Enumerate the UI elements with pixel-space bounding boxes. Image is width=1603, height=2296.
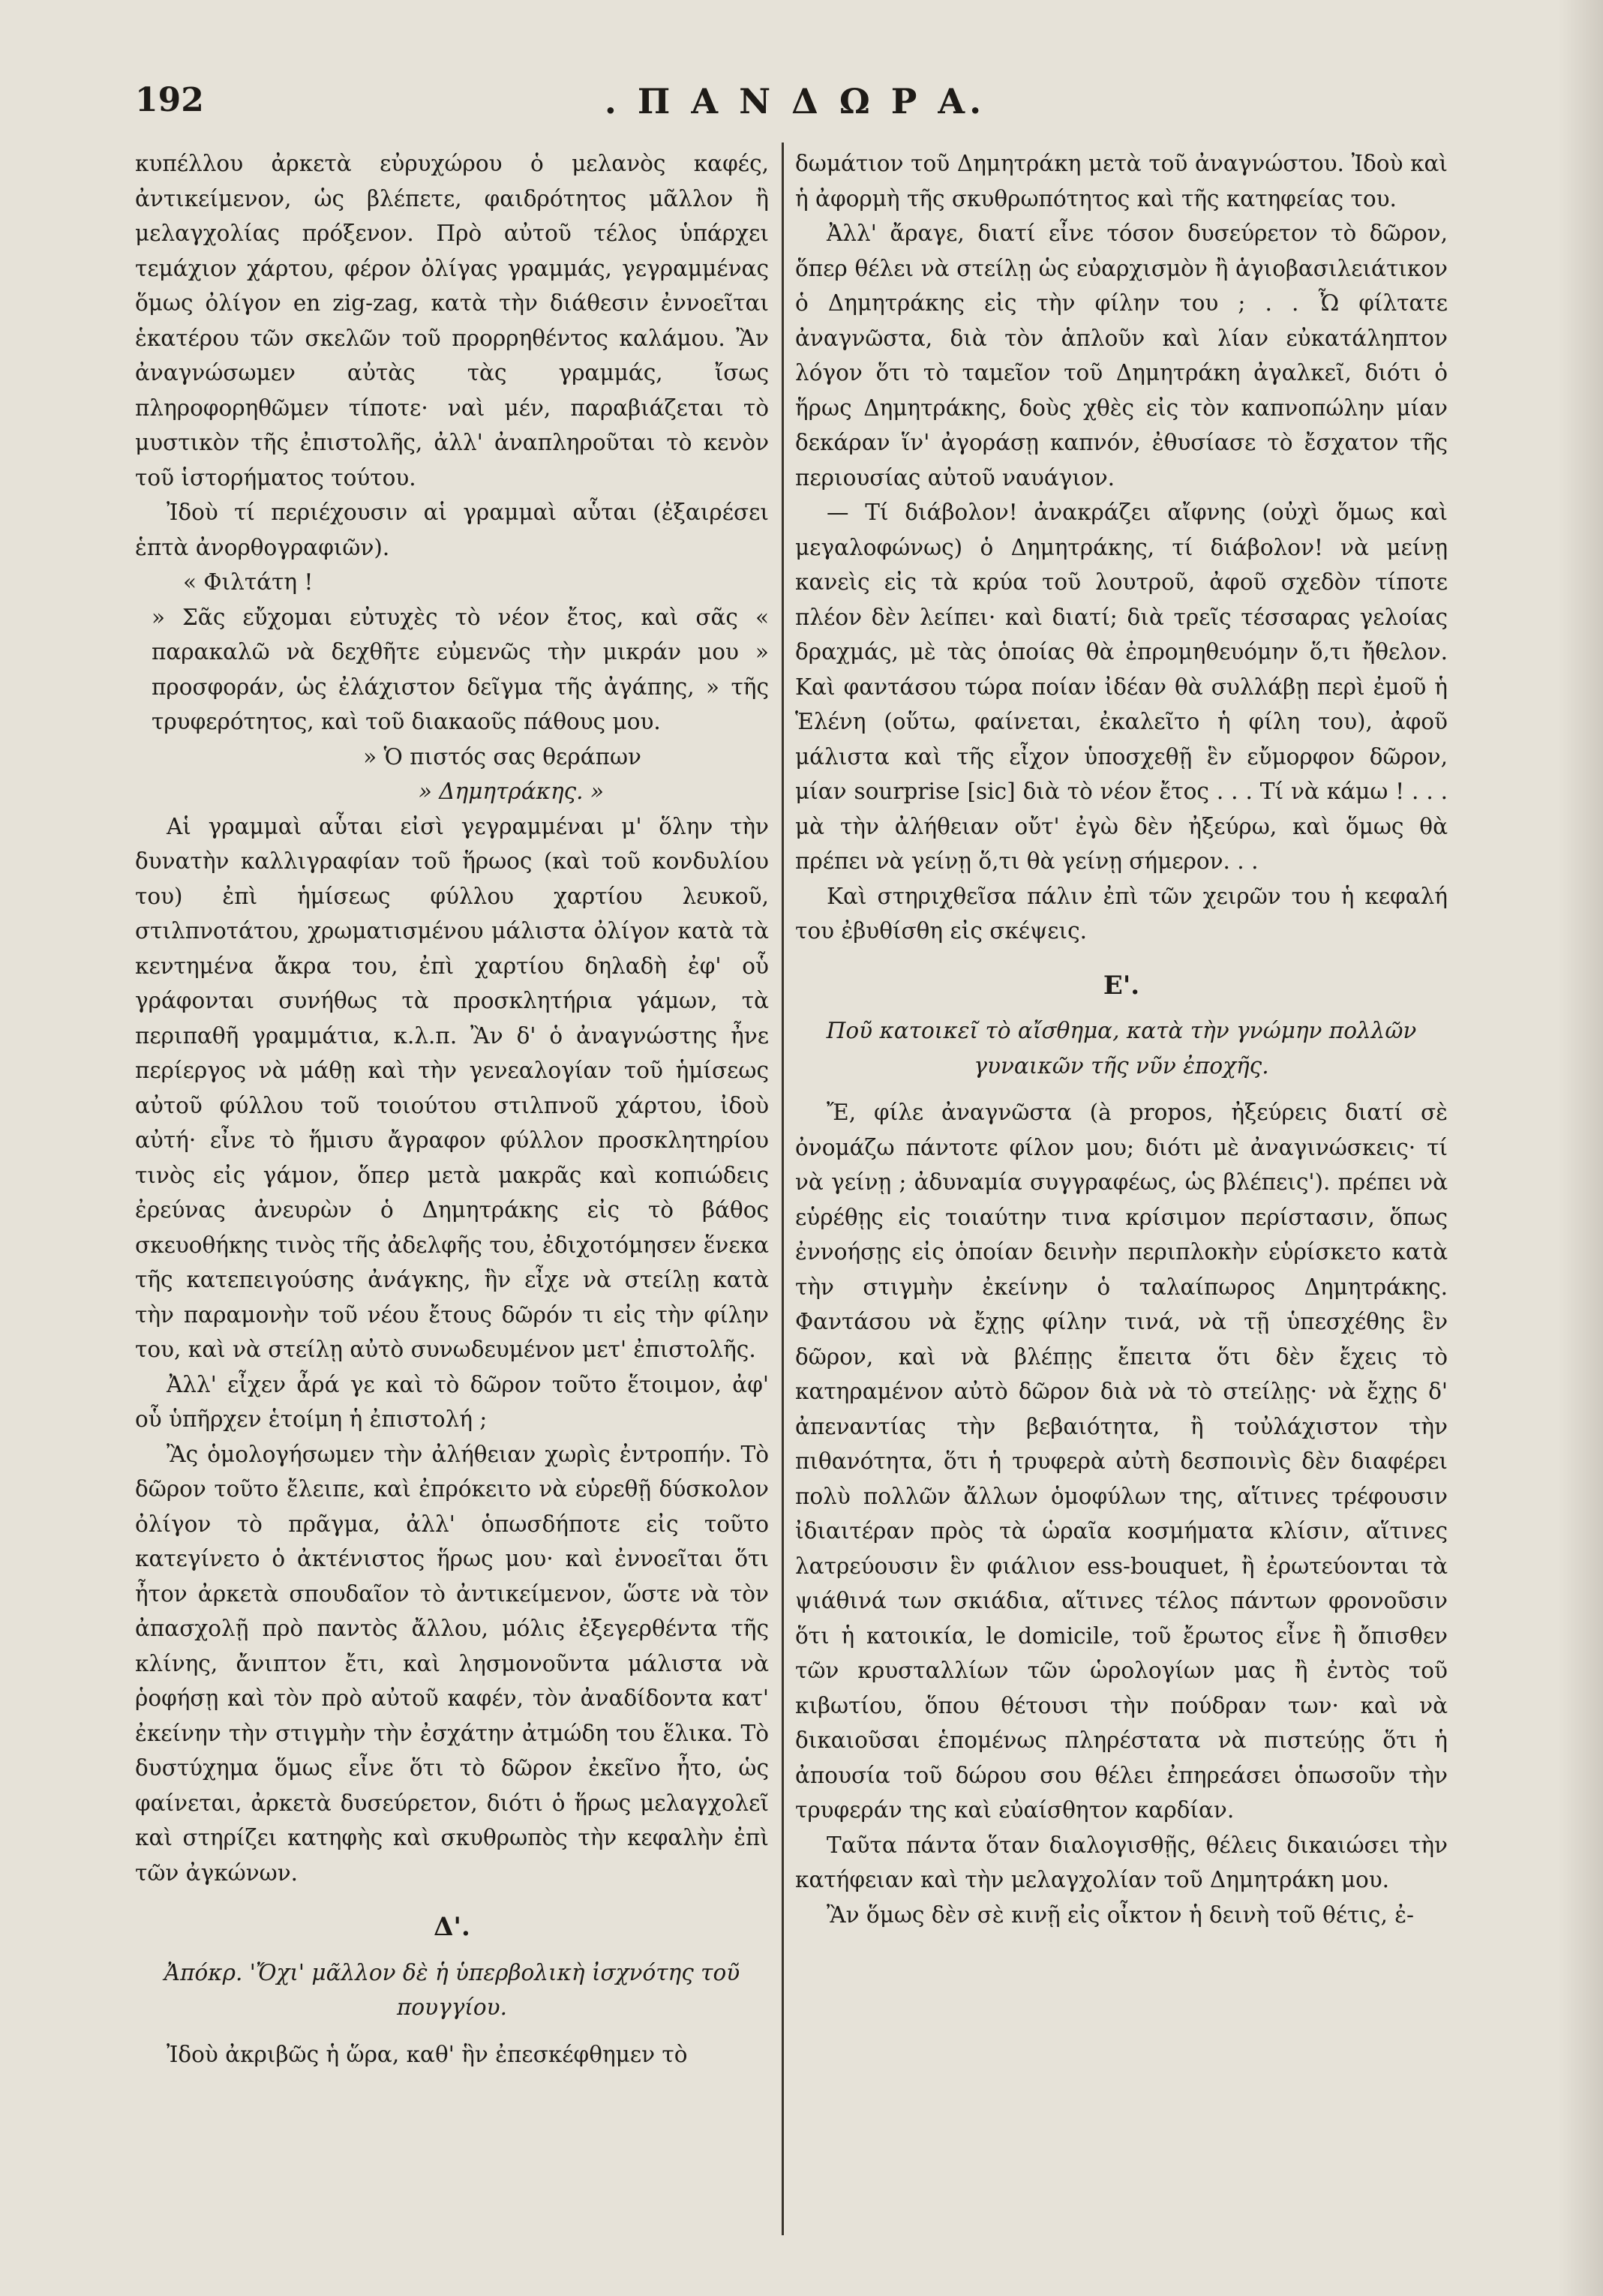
paragraph: Ἀλλ' εἶχεν ἆρά γε καὶ τὸ δῶρον τοῦτο ἕτοιμον, ἀφ' οὗ ὑπῆρχεν ἑτοίμη ἡ ἐπιστολή ;: [135, 1371, 769, 1432]
column-divider: [782, 143, 784, 2235]
section-title: Ἀπόκρ. 'Ὄχι' μᾶλλον δὲ ἡ ὑπερβολικὴ ἰσχνότης τοῦ πουγγίου.: [164, 1959, 740, 2020]
paragraph: Καὶ στηριχθεῖσα πάλιν ἐπὶ τῶν χειρῶν του ἡ κεφαλή του ἐβυθίσθη εἰς σκέψεις.: [795, 883, 1448, 944]
paragraph: κυπέλλου ἀρκετὰ εὐρυχώρου ὁ μελανὸς καφές, ἀντικείμενον, ὡς βλέπετε, φαιδρότητος μᾶλλον ἢ μελαγχολίας πρόξενον. Πρὸ αὐτοῦ τέλος ὑπάρχει τεμάχιον χάρτου, φέρον ὀλίγας γραμμάς, γεγραμμένας ὅμως ὀλίγον en zig-zag, κατὰ τὴν διάθεσιν ἐννοεῖται ἑκατέρου τῶν σκελῶν τοῦ προρρηθέντος καλάμου. Ἂν ἀναγνώσωμεν αὐτὰς τὰς γραμμάς, ἴσως πληροφορηθῶμεν τίποτε· ναὶ μέν, παραβιάζεται τὸ μυστικὸν τῆς ἐπιστολῆς, ἀλλ' ἀναπληροῦται τὸ κενὸν τοῦ ἱστορήματος τούτου.: [135, 151, 769, 491]
paragraph: — Τί διάβολον! ἀνακράζει αἴφνης (οὐχὶ ὅμως καὶ μεγαλοφώνως) ὁ Δημητράκης, τί διάβολον! νὰ μείνῃ κανεὶς εἰς τὰ κρύα τοῦ λουτροῦ, ἀφοῦ σχεδὸν τίποτε πλέον δὲν λείπει· καὶ διατί; διὰ τρεῖς τέσσαρας γελοίας δραχμάς, μὲ τὰς ὁποίας θὰ ἐπρομηθευόμην ὅ,τι ἤθελον. Καὶ φαντάσου τώρα ποίαν ἰδέαν θὰ συλλάβῃ περὶ ἐμοῦ ἡ Ἑλένη (οὕτω, φαίνεται, ἐκαλεῖτο ἡ φίλη του), ἀφοῦ μάλιστα καὶ τῆς εἶχον ὑποσχεθῇ ἓν εὔμορφον δῶρον, μίαν sourprise [sic] διὰ τὸ νέον ἔτος . . . Τί νὰ κάμω ! . . . μὰ τὴν ἀλήθειαν οὔτ' ἐγὼ δὲν ἠξεύρω, καὶ ὅμως θὰ πρέπει νὰ γείνῃ ὅ,τι θὰ γείνῃ σήμερον. . .: [795, 500, 1448, 874]
paragraph: Ταῦτα πάντα ὅταν διαλογισθῇς, θέλεις δικαιώσει τὴν κατήφειαν καὶ τὴν μελαγχολίαν τοῦ Δημητράκη μου.: [795, 1832, 1448, 1892]
page-number: 192: [135, 81, 204, 119]
paragraph: Αἱ γραμμαὶ αὗται εἰσὶ γεγραμμέναι μ' ὅλην τὴν δυνατὴν καλλιγραφίαν τοῦ ἥρωος (καὶ τοῦ κονδυλίου του) ἐπὶ ἡμίσεως φύλλου χαρτίου λευκοῦ, στιλπνοτάτου, χρωματισμένου μάλιστα ὀλίγον κατὰ τὰ κεντημένα ἄκρα του, ἐπὶ χαρτίου δηλαδὴ ἐφ' οὗ γράφονται συνήθως τὰ προσκλητήρια γάμων, τὰ περιπαθῆ γραμμάτια, κ.λ.π. Ἂν δ' ὁ ἀναγνώστης ἦνε περίεργος νὰ μάθῃ καὶ τὴν γενεαλογίαν τοῦ ἡμίσεως αὐτοῦ φύλλου τοῦ τοιούτου στιλπνοῦ χάρτου, ἰδοὺ αὐτή· εἶνε τὸ ἥμισυ ἄγραφον φύλλον προσκλητηρίου τινὸς εἰς γάμον, ὅπερ μετὰ μακρᾶς καὶ κοπιώδεις ἐρεύνας ἀνευρὼν ὁ Δημητράκης εἰς τὸ βάθος σκευοθήκης τινὸς τῆς ἀδελφῆς του, ἐδιχοτόμησεν ἕνεκα τῆς κατεπειγούσης ἀνάγκης, ἣν εἶχε νὰ στείλῃ κατὰ τὴν παραμονὴν τοῦ νέου ἔτους δῶρόν τι εἰς τὴν φίλην του, καὶ νὰ στείλῃ αὐτὸ συνωδευμένον μετ' ἐπιστολῆς.: [135, 813, 769, 1362]
paragraph: Ἂς ὁμολογήσωμεν τὴν ἀλήθειαν χωρὶς ἐντροπήν. Τὸ δῶρον τοῦτο ἔλειπε, καὶ ἐπρόκειτο νὰ εὑρεθῇ δύσκολον ὀλίγον τὸ πρᾶγμα, ἀλλ' ὁπωσδήποτε εἰς τοῦτο κατεγίνετο ὁ ἀκτένιστος ἥρως μου· καὶ ἐννοεῖται ὅτι ἦτον ἀρκετὰ σπουδαῖον τὸ ἀντικείμενον, ὥστε νὰ τὸν ἀπασχολῇ πρὸ παντὸς ἄλλου, μόλις ἐξεγερθέντα τῆς κλίνης, ἄνιπτον ἔτι, καὶ λησμονοῦντα μάλιστα νὰ ῥοφήσῃ καὶ τὸν πρὸ αὐτοῦ καφέν, τὸν ἀναδίδοντα κατ' ἐκείνην τὴν στιγμὴν τὴν ἐσχάτην ἀτμώδη του ἕλικα. Τὸ δυστύχημα ὅμως εἶνε ὅτι τὸ δῶρον ἐκεῖνο ἦτο, ὡς φαίνεται, ἀρκετὰ δυσεύρετον, διότι ὁ ἥρως μελαγχολεῖ καὶ στηρίζει κατηφὴς καὶ σκυθρωπὸς τὴν κεφαλὴν ἐπὶ τῶν ἀγκώνων.: [135, 1441, 769, 1886]
letter-salutation: « Φιλτάτη !: [183, 569, 314, 595]
running-title: . Π Α Ν Δ Ω Ρ Α.: [604, 81, 986, 122]
right-column: [795, 146, 1448, 1932]
section-number: Δ'.: [434, 1912, 470, 1942]
letter-body: » Σᾶς εὔχομαι εὐτυχὲς τὸ νέον ἔτος, καὶ σᾶς « παρακαλῶ νὰ δεχθῆτε εὐμενῶς τὴν μικράν μου » προσφοράν, ὡς ἐλάχιστον δεῖγμα τῆς ἀγάπης, » τῆς τρυφερότητος, καὶ τοῦ διακαοῦς πάθους μου.: [152, 604, 769, 734]
paragraph: Ἂν ὅμως δὲν σὲ κινῇ εἰς οἶκτον ἡ δεινὴ τοῦ θέτις, ἐ-: [827, 1901, 1415, 1928]
letter-signature: » Δημητράκης. »: [418, 779, 604, 804]
page-gutter-shadow: [1558, 0, 1603, 2296]
paragraph: Ἔ, φίλε ἀναγνῶστα (à propos, ἠξεύρεις διατί σὲ ὀνομάζω πάντοτε φίλον μου; διότι μὲ ἀναγινώσκεις· τί νὰ γείνῃ ; ἀδυναμία συγγραφέως, ὡς βλέπεις'). πρέπει νὰ εὑρέθῃς εἰς τοιαύτην τινα κρίσιμον περίστασιν, ὅπως ἐννοήσῃς εἰς ὁποίαν δεινὴν περιπλοκὴν εὑρίσκετο κατὰ τὴν στιγμὴν ἐκείνην ὁ ταλαίπωρος Δημητράκης. Φαντάσου νὰ ἔχῃς φίλην τινά, νὰ τῇ ὑπεσχέθης ἓν δῶρον, καὶ νὰ βλέπῃς ἔπειτα ὅτι δὲν ἔχεις τὸ κατηραμένον αὐτὸ δῶρον διὰ νὰ τὸ στείλῃς· νὰ ἔχῃς δ' ἀπεναντίας τὴν βεβαιότητα, ἢ τοὐλάχιστον τὴν πιθανότητα, ὅτι ἡ τρυφερὰ αὐτὴ δεσποινὶς δὲν διαφέρει πολὺ πολλῶν ἄλλων ὁμοφύλων της, αἵτινες τρέφουσιν ἰδιαιτέραν πρὸς τὰ ὡραῖα κοσμήματα κλίσιν, αἵτινες λατρεύουσιν ἓν φιάλιον ess-bouquet, ἢ ἐρωτεύονται τὰ ψιάθινά των σκιάδια, αἵτινες τέλος πάντων φρονοῦσιν ὅτι ἡ κατοικία, le domicile, τοῦ ἔρωτος εἶνε ἢ ὄπισθεν τῶν κρυσταλλίων τῶν ὡρολογίων μας ἢ ἐντὸς τοῦ κιβωτίου, ὅπου θέτουσι τὴν πούδραν των· καὶ νὰ δικαιοῦσαι ἑπομένως πληρέστατα νὰ πιστεύῃς ὅτι ἡ ἀπουσία τοῦ δώρου σου θέλει ἐπηρεάσει ὁπωσοῦν τὴν τρυφεράν της καὶ εὐαίσθητον καρδίαν.: [795, 1100, 1448, 1823]
paragraph: Ἰδοὺ ἀκριβῶς ἡ ὥρα, καθ' ἣν ἐπεσκέφθημεν τὸ: [167, 2041, 688, 2067]
left-column: [135, 146, 769, 2072]
paragraph: Ἀλλ' ἄραγε, διατί εἶνε τόσον δυσεύρετον τὸ δῶρον, ὅπερ θέλει νὰ στείλῃ ὡς εὐαρχισμὸν ἢ ἁγιοβασιλειάτικον ὁ Δημητράκης εἰς τὴν φίλην του ; . . Ὦ φίλτατε ἀναγνῶστα, διὰ τὸν ἁπλοῦν καὶ λίαν εὐκατάληπτον λόγον ὅτι τὸ ταμεῖον τοῦ Δημητράκη ἀγαλκεῖ, διότι ὁ ἥρως Δημητράκης, δοὺς χθὲς εἰς τὸν καπνοπώλην μίαν δεκάραν ἵν' ἀγοράσῃ καπνόν, ἐθυσίασε τὸ ἔσχατον τῆς περιουσίας αὐτοῦ ναυάγιον.: [795, 221, 1448, 491]
section-number: Ε'.: [1103, 970, 1140, 1001]
letter-closing: » Ὁ πιστός σας θεράπων: [363, 743, 641, 770]
page-header: [135, 81, 1455, 134]
paragraph: Ἰδοὺ τί περιέχουσιν αἱ γραμμαὶ αὗται (ἐξαιρέσει ἑπτὰ ἀνορθογραφιῶν).: [135, 500, 769, 560]
paragraph: δωμάτιον τοῦ Δημητράκη μετὰ τοῦ ἀναγνώστου. Ἰδοὺ καὶ ἡ ἀφορμὴ τῆς σκυθρωπότητος καὶ τῆς κατηφείας του.: [795, 151, 1448, 212]
section-title: Ποῦ κατοικεῖ τὸ αἴσθημα, κατὰ τὴν γνώμην πολλῶν γυναικῶν τῆς νῦν ἐποχῆς.: [826, 1018, 1417, 1079]
